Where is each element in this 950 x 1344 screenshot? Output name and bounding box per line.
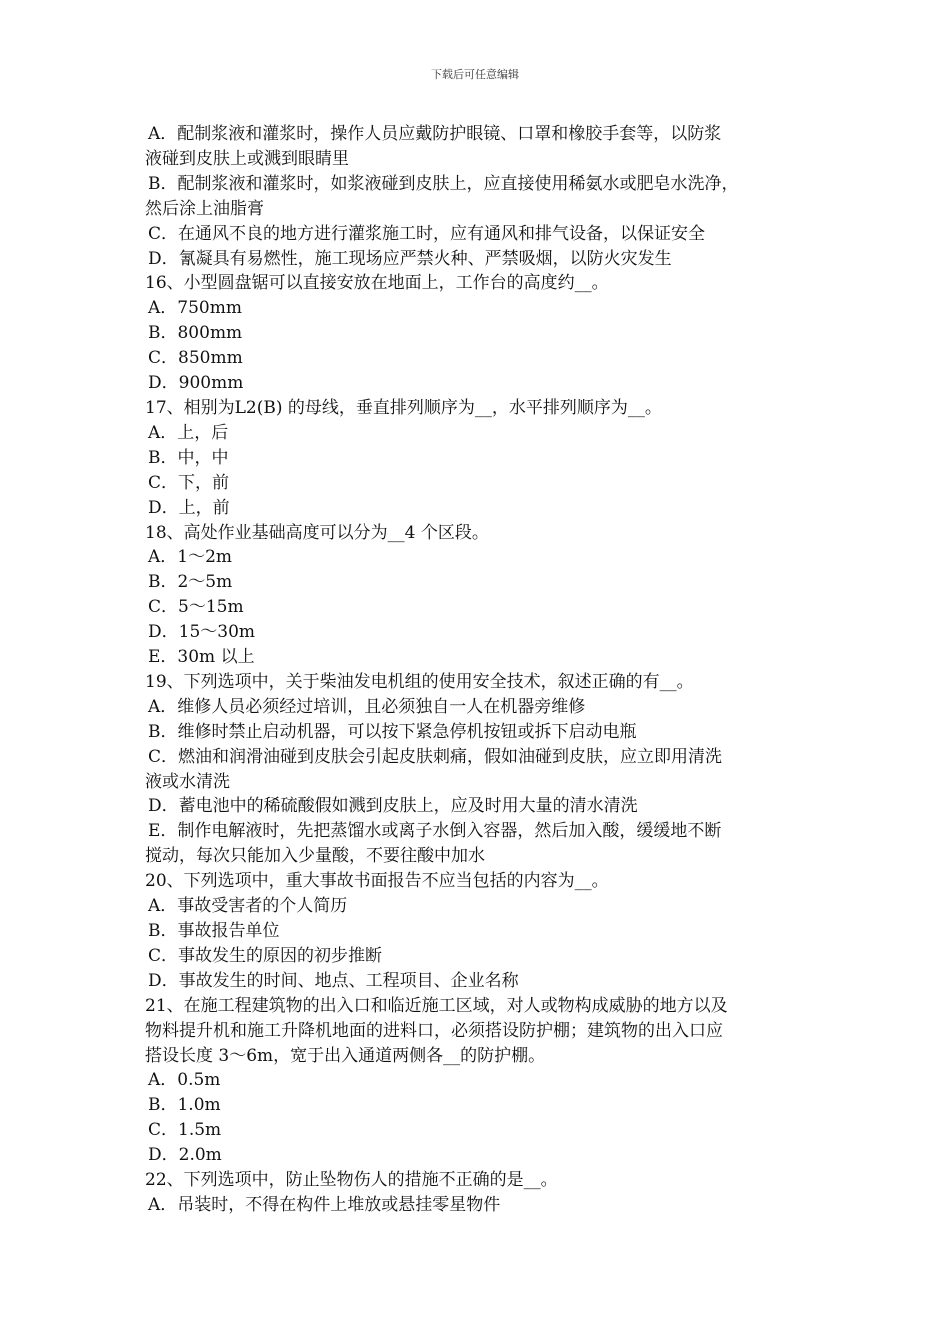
option-line: D．蓄电池中的稀硫酸假如溅到皮肤上，应及时用大量的清水清洗: [148, 796, 638, 817]
text-line: 20、下列选项中，重大事故书面报告不应当包括的内容为__。: [145, 871, 609, 892]
text-line: 物料提升机和施工升降机地面的进料口，必须搭设防护棚；建筑物的出入口应: [145, 1020, 723, 1041]
option-line: D．900mm: [148, 373, 244, 394]
option-line: B．维修时禁止启动机器，可以按下紧急停机按钮或拆下启动电瓶: [148, 721, 637, 742]
option-line: B．中，中: [148, 447, 229, 468]
option-line: C．在通风不良的地方进行灌浆施工时，应有通风和排气设备，以保证安全: [148, 223, 706, 244]
text-line: 21、在施工程建筑物的出入口和临近施工区域，对人或物构成威胁的地方以及: [145, 995, 728, 1016]
option-line: A．维修人员必须经过培训，且必须独自一人在机器旁维修: [148, 696, 586, 717]
page-header-note: 下载后可任意编辑: [431, 68, 519, 81]
text-line: 16、小型圆盘锯可以直接安放在地面上，工作台的高度约__。: [145, 273, 609, 294]
option-line: C．下，前: [148, 472, 230, 493]
option-line: D．事故发生的时间、地点、工程项目、企业名称: [148, 970, 519, 991]
option-line: B．配制浆液和灌浆时，如浆液碰到皮肤上，应直接使用稀氨水或肥皂水洗净，: [148, 173, 739, 194]
option-line: D．上，前: [148, 497, 230, 518]
option-line: B．事故报告单位: [148, 921, 280, 941]
text-line: 搭设长度 3～6m，宽于出入通道两侧各__的防护棚。: [145, 1045, 546, 1066]
text-line: 18、高处作业基础高度可以分为__4 个区段。: [145, 522, 489, 543]
text-line: 搅动，每次只能加入少量酸，不要往酸中加水: [145, 846, 485, 867]
option-line: A．0.5m: [148, 1070, 221, 1091]
option-line: C．5～15m: [148, 597, 244, 618]
option-line: B．2～5m: [148, 572, 233, 593]
option-line: C．850mm: [148, 348, 243, 369]
option-line: C．燃油和润滑油碰到皮肤会引起皮肤刺痛，假如油碰到皮肤，应立即用清洗: [148, 746, 723, 767]
option-line: D．15～30m: [148, 622, 256, 643]
text-line: 液或水清洗: [145, 771, 230, 792]
text-line: 然后涂上油脂膏: [145, 198, 264, 219]
option-line: E．30m 以上: [148, 647, 255, 668]
document-body: [145, 122, 810, 1218]
option-line: C．事故发生的原因的初步推断: [148, 945, 383, 966]
option-line: A．上，后: [148, 422, 229, 443]
text-line: 22、下列选项中，防止坠物伤人的措施不正确的是__。: [145, 1170, 558, 1191]
option-line: E．制作电解液时，先把蒸馏水或离子水倒入容器，然后加入酸，缓缓地不断: [148, 821, 722, 842]
option-line: C．1.5m: [148, 1120, 222, 1141]
text-line: 19、下列选项中，关于柴油发电机组的使用安全技术，叙述正确的有__。: [145, 671, 694, 692]
option-line: D．2.0m: [148, 1145, 222, 1166]
option-line: A．配制浆液和灌浆时，操作人员应戴防护眼镜、口罩和橡胶手套等，以防浆: [148, 124, 722, 144]
option-line: A．1～2m: [148, 547, 233, 568]
option-line: D．氰凝具有易燃性，施工现场应严禁火种、严禁吸烟，以防火灾发生: [148, 248, 672, 269]
option-line: A．吊装时，不得在构件上堆放或悬挂零星物件: [148, 1194, 501, 1215]
option-line: A．事故受害者的个人简历: [148, 896, 348, 917]
text-line: 17、相别为L2(B) 的母线，垂直排列顺序为__，水平排列顺序为__。: [145, 397, 662, 418]
text-line: 液碰到皮肤上或溅到眼睛里: [145, 148, 349, 169]
option-line: B．1.0m: [148, 1095, 221, 1116]
option-line: B．800mm: [148, 323, 243, 344]
option-line: A．750mm: [148, 298, 242, 319]
